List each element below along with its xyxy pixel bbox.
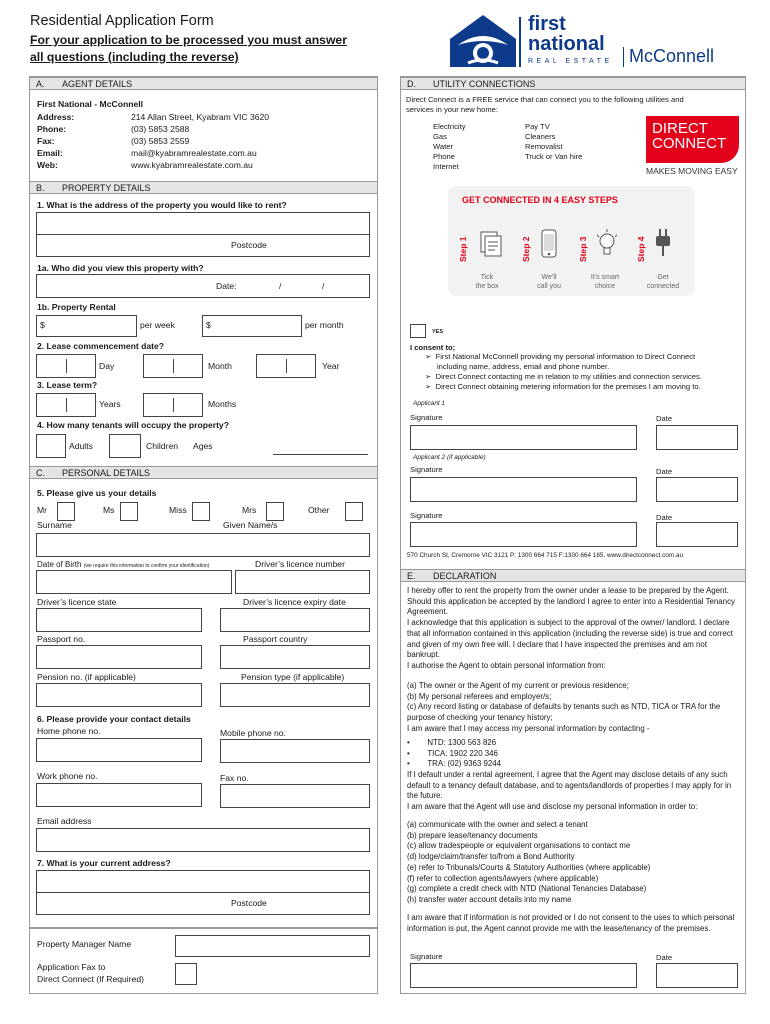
month-label: Month [208, 361, 232, 371]
mobile-phone-label: Mobile phone no. [220, 728, 286, 738]
ages-line[interactable] [273, 454, 368, 455]
consent-bullet-3: ➢ Direct Connect obtaining metering information for the premises I am moving to. [425, 382, 701, 391]
months-label: Months [208, 399, 237, 409]
agent-fax-value: (03) 5853 2559 [131, 136, 190, 146]
direct-connect-tagline: MAKES MOVING EASY [646, 166, 738, 176]
declaration-date-field[interactable] [656, 963, 738, 988]
passport-country-label: Passport country [243, 634, 308, 644]
section-c-header: C. PERSONAL DETAILS [30, 466, 377, 479]
property-manager-field[interactable] [175, 935, 370, 957]
lease-year-field[interactable] [256, 354, 316, 378]
logo-office-text: McConnell [629, 46, 715, 66]
direct-connect-intro-1: Direct Connect is a FREE service that can connect you to the following utilities and [406, 95, 684, 104]
declaration-contacts: • NTD: 1300 563 826 • TICA: 1902 220 346 • TRA: (02) 9363 9244 [407, 738, 502, 769]
applicant-1-date-field[interactable] [656, 425, 738, 450]
given-name-label: Given Name/s [223, 520, 278, 530]
view-date-slash-2: / [322, 281, 325, 291]
view-date-label: Date: [216, 281, 237, 291]
section-a-header: A. AGENT DETAILS [30, 77, 377, 90]
lease-day-field[interactable] [36, 354, 96, 378]
logo-realestate-text: REAL ESTATE [528, 58, 613, 65]
fax-number-field[interactable] [220, 784, 370, 808]
view-date-slash-1: / [279, 281, 282, 291]
steps-title: GET CONNECTED IN 4 EASY STEPS [462, 195, 618, 205]
name-field[interactable] [36, 533, 370, 557]
question-5-label: 5. Please give us your details [37, 488, 157, 498]
step-3-caption: It’s smart choice [590, 274, 620, 290]
licence-state-label: Driver’s licence state [37, 597, 117, 607]
form-subtitle-line1: For your application to be processed you must answer [30, 33, 347, 47]
work-phone-field[interactable] [36, 783, 202, 807]
phone-icon [540, 229, 558, 259]
mobile-phone-field[interactable] [220, 739, 370, 763]
lease-years-field[interactable] [36, 393, 96, 417]
direct-connect-intro-2: services in your new home: [406, 105, 499, 114]
title-other-label: Other [308, 505, 330, 515]
licence-number-label: Driver’s licence number [255, 559, 345, 569]
applicant-3-signature-label: Signature [410, 511, 443, 520]
title-ms-checkbox[interactable] [120, 502, 138, 521]
applicant-2-date-field[interactable] [656, 477, 738, 502]
title-mrs-checkbox[interactable] [266, 502, 284, 521]
applicant-2-signature-field[interactable] [410, 477, 637, 502]
home-phone-label: Home phone no. [37, 726, 101, 736]
adults-field[interactable] [36, 434, 66, 458]
agent-address-label: Address: [37, 112, 75, 122]
question-1a-label: 1a. Who did you view this property with? [37, 263, 204, 273]
declaration-signature-label: Signature [410, 952, 443, 961]
step-4-caption: Get connected [646, 274, 680, 290]
licence-expiry-label: Driver’s licence expiry date [243, 597, 346, 607]
email-field[interactable] [36, 828, 370, 852]
applicant-2-date-label: Date [656, 467, 673, 476]
agency-name: First National - McConnell [37, 99, 143, 109]
title-mrs-label: Mrs [242, 505, 257, 515]
agent-web-value: www.kyabramrealestate.com.au [131, 160, 253, 170]
lease-months-field[interactable] [143, 393, 203, 417]
house-logo-icon [448, 13, 518, 69]
consent-label: I consent to; [410, 343, 456, 352]
dob-label: Date of Birth (we require this information to confirm your identification) [37, 560, 210, 569]
title-ms-label: Ms [103, 505, 115, 515]
dob-field[interactable] [36, 570, 232, 594]
agent-email-value: mail@kyabramrealestate.com.au [131, 148, 257, 158]
licence-state-field[interactable] [36, 608, 202, 632]
section-d-header: D. UTILITY CONNECTIONS [401, 77, 745, 90]
consent-bullet-1: ➢ First National McConnell providing my personal information to Direct Connect [425, 352, 696, 361]
fax-number-label: Fax no. [220, 773, 249, 783]
ages-label: Ages [193, 441, 213, 451]
agent-address-value: 214 Allan Street, Kyabram VIC 3620 [131, 112, 270, 122]
work-phone-label: Work phone no. [37, 771, 98, 781]
agent-phone-value: (03) 5853 2588 [131, 124, 190, 134]
plug-icon [654, 228, 672, 258]
step-4-label: Step 4 [636, 236, 646, 262]
applicant-1-date-label: Date [656, 414, 673, 423]
declaration-text: I hereby offer to rent the property from the owner under a lease to be prepared by the Agent. Should this application be accepted by the landlord I agree to enter into a Residential Tenancy Agreement. I acknowledge that this application is subject to the approval of the owner/ landlord. I declare that all information contained in this application (including the reverse side) is true and correct and given of my own free will. I declare that I have inspected the premises and am not bankrupt. I authorise the Agent to obtain personal information from: [407, 586, 735, 670]
title-mr-label: Mr [37, 505, 48, 515]
licence-expiry-field[interactable] [220, 608, 370, 632]
pension-type-label: Pension type (if applicable) [241, 672, 345, 682]
property-manager-label: Property Manager Name [37, 939, 132, 949]
lightbulb-icon [594, 227, 620, 259]
step-1-label: Step 1 [458, 236, 468, 262]
question-1b-label: 1b. Property Rental [37, 302, 116, 312]
form-subtitle-line2: all questions (including the reverse) [30, 50, 239, 64]
rent-per-month-field[interactable] [202, 315, 302, 337]
pension-number-label: Pension no. (if applicable) [37, 672, 136, 682]
years-label: Years [99, 399, 121, 409]
agent-fax-label: Fax: [37, 136, 55, 146]
rent-month-dollar: $ [206, 320, 211, 330]
home-phone-field[interactable] [36, 738, 202, 762]
consent-bullet-1b: including name, address, email and phone number. [437, 362, 610, 371]
agent-phone-label: Phone: [37, 124, 67, 134]
viewed-with-field[interactable] [36, 274, 370, 298]
pension-number-field[interactable] [36, 683, 202, 707]
utility-list-2: Pay TV Cleaners Removalist Truck or Van hire [525, 122, 583, 161]
logo-national-text: national [528, 33, 605, 55]
declaration-default: If I default under a rental agreement, I agree that the Agent may disclose details of any such default to a tenancy default database, and to agents/landlords of properties I may apply for in the future. I am aware that the Agent will use and disclose my personal information in order to: [407, 770, 732, 812]
pension-type-field[interactable] [220, 683, 370, 707]
email-label: Email address [37, 816, 92, 826]
year-label: Year [322, 361, 340, 371]
fax-direct-connect-checkbox[interactable] [175, 963, 197, 985]
fax-to-line2: Direct Connect (If Required) [37, 974, 144, 984]
applicant-3-signature-field[interactable] [410, 522, 637, 547]
logo-first-text: first [528, 13, 566, 35]
fax-to-line1: Application Fax to [37, 962, 106, 972]
lease-month-field[interactable] [143, 354, 203, 378]
licence-number-field[interactable] [235, 570, 370, 594]
applicant-1-label: Applicant 1 [413, 400, 446, 407]
question-6-label: 6. Please provide your contact details [37, 714, 191, 724]
question-2-label: 2. Lease commencement date? [37, 341, 165, 351]
direct-connect-yes-checkbox[interactable] [410, 324, 426, 338]
current-postcode-label: Postcode [231, 898, 267, 908]
passport-country-field[interactable] [220, 645, 370, 669]
declaration-closing: I am aware that if information is not provided or I do not consent to the uses to which personal information is put, the Agent cannot provide me with the lease/tenancy of the premises. [407, 913, 735, 933]
agent-email-label: Email: [37, 148, 63, 158]
passport-number-field[interactable] [36, 645, 202, 669]
consent-bullet-2: ➢ Direct Connect contacting me in relation to my utilities and connection services. [425, 372, 702, 381]
declaration-signature-field[interactable] [410, 963, 637, 988]
section-b-header: B. PROPERTY DETAILS [30, 181, 377, 194]
per-month-label: per month [305, 320, 344, 330]
day-label: Day [99, 361, 115, 371]
question-4-label: 4. How many tenants will occupy the property? [37, 420, 229, 430]
surname-label: Surname [37, 520, 72, 530]
direct-connect-logo: DIRECT CONNECT [646, 116, 739, 163]
question-1-label: 1. What is the address of the property you would like to rent? [37, 200, 287, 210]
applicant-2-label: Applicant 2 (if applicable) [413, 454, 486, 461]
step-2-caption: We’ll call you [537, 274, 561, 290]
adults-label: Adults [69, 441, 93, 451]
applicant-2-signature-label: Signature [410, 465, 443, 474]
applicant-3-date-field[interactable] [656, 522, 738, 547]
direct-connect-footer: 570 Church St, Cremorne VIC 3121 P: 1300 664 715 F:1300 664 185. www.directconnect.com.au [407, 552, 684, 559]
form-title: Residential Application Form [30, 13, 214, 29]
children-label: Children [146, 441, 179, 451]
declaration-list-1: (a) The owner or the Agent of my current or previous residence; (b) My personal referees and employer/s; (c) Any record listing or database of defaults by tenants such as NTD, TICA or TRA for the purpose of checking your tenancy history; I am aware that I may access my personal information by contacting - [407, 681, 721, 733]
per-week-label: per week [140, 320, 175, 330]
title-miss-checkbox[interactable] [192, 502, 210, 521]
applicant-3-date-label: Date [656, 513, 673, 522]
yes-label: YES [432, 329, 444, 335]
passport-number-label: Passport no. [37, 634, 86, 644]
utility-list-1: Electricity Gas Water Phone Internet [433, 122, 466, 171]
step-2-label: Step 2 [521, 236, 531, 262]
agent-web-label: Web: [37, 160, 58, 170]
property-postcode-label: Postcode [231, 240, 267, 250]
applicant-1-signature-label: Signature [410, 413, 443, 422]
declaration-list-2: (a) communicate with the owner and select a tenant (b) prepare lease/tenancy documents (c) allow tradespeople or equivalent organisations to contact me (d) lodge/claim/transfer to/from a Bond Authority (e) refer to Tribunals/Courts & Statutory Authorities (where applicable) (f) refer to collection agents/lawyers (where applicable) (g) complete a credit check with NTD (National Tenancies Database) (h) transfer water account details into my name [407, 820, 651, 904]
rent-per-week-field[interactable] [36, 315, 137, 337]
question-3-label: 3. Lease term? [37, 380, 98, 390]
section-e-header: E. DECLARATION [401, 569, 745, 582]
title-miss-label: Miss [169, 505, 187, 515]
question-7-label: 7. What is your current address? [37, 858, 171, 868]
first-national-logo [448, 13, 748, 71]
step-3-label: Step 3 [578, 236, 588, 262]
documents-icon [477, 228, 503, 258]
children-field[interactable] [109, 434, 141, 458]
rent-week-dollar: $ [40, 320, 45, 330]
step-1-caption: Tick the box [475, 274, 499, 290]
declaration-date-label: Date [656, 953, 673, 962]
title-other-checkbox[interactable] [345, 502, 363, 521]
applicant-1-signature-field[interactable] [410, 425, 637, 450]
title-mr-checkbox[interactable] [57, 502, 75, 521]
